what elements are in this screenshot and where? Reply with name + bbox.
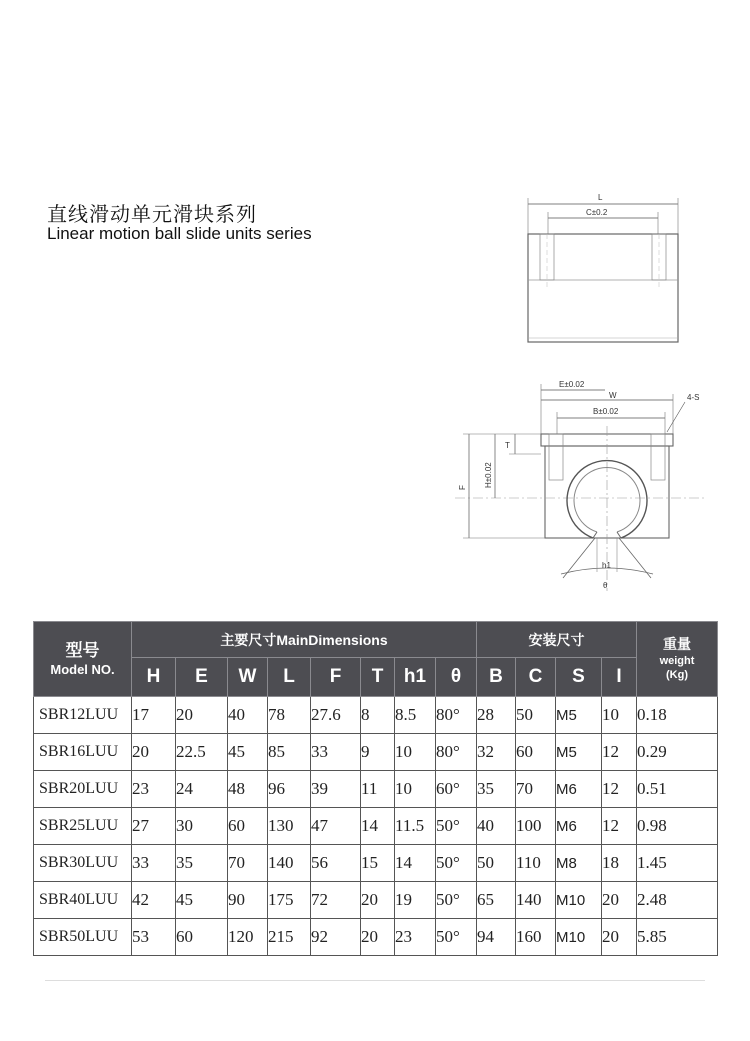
table-cell: 20	[602, 919, 637, 956]
table-cell: M8	[556, 845, 602, 882]
table-cell: 10	[602, 697, 637, 734]
table-cell: 11	[361, 771, 395, 808]
table-cell: 50°	[436, 919, 477, 956]
table-cell: 1.45	[637, 845, 718, 882]
side-view-drawing	[520, 190, 700, 350]
table-cell: 160	[516, 919, 556, 956]
table-cell: M10	[556, 882, 602, 919]
table-cell: 8	[361, 697, 395, 734]
table-cell: 40	[228, 697, 268, 734]
table-cell: 70	[228, 845, 268, 882]
table-cell: 50°	[436, 845, 477, 882]
table-cell: 94	[477, 919, 516, 956]
table-row	[34, 771, 718, 808]
dim-E-label: E±0.02	[559, 380, 585, 389]
cell-model: SBR50LUU	[34, 919, 132, 956]
table-cell: 60	[228, 808, 268, 845]
col-header-L: L	[268, 658, 311, 697]
table-cell: 48	[228, 771, 268, 808]
table-cell: 47	[311, 808, 361, 845]
table-cell: M5	[556, 734, 602, 771]
table-cell: 70	[516, 771, 556, 808]
dim-h1-label: h1	[602, 561, 611, 570]
table-cell: 27	[132, 808, 176, 845]
spec-table	[33, 621, 718, 956]
table-cell: 12	[602, 808, 637, 845]
table-cell: 50°	[436, 882, 477, 919]
col-header-T: T	[361, 658, 395, 697]
table-cell: 0.51	[637, 771, 718, 808]
dim-theta-label: θ	[603, 581, 608, 590]
table-cell: 9	[361, 734, 395, 771]
table-cell: 15	[361, 845, 395, 882]
table-cell: M10	[556, 919, 602, 956]
table-cell: 0.29	[637, 734, 718, 771]
table-row	[34, 697, 718, 734]
table-cell: 110	[516, 845, 556, 882]
dim-T-label: T	[505, 441, 510, 450]
table-cell: 35	[176, 845, 228, 882]
table-cell: 11.5	[395, 808, 436, 845]
table-cell: 85	[268, 734, 311, 771]
table-cell: 120	[228, 919, 268, 956]
dim-L-label: L	[598, 193, 603, 202]
front-view-drawing	[455, 376, 705, 596]
table-cell: 130	[268, 808, 311, 845]
table-cell: 40	[477, 808, 516, 845]
header-model-cn: 型号	[65, 640, 100, 660]
table-cell: 53	[132, 919, 176, 956]
table-cell: 0.98	[637, 808, 718, 845]
table-cell: 33	[132, 845, 176, 882]
table-cell: 12	[602, 771, 637, 808]
table-cell: 65	[477, 882, 516, 919]
header-model	[34, 622, 132, 697]
header-model-en: Model NO.	[50, 661, 115, 677]
header-weight-en: weight	[659, 654, 695, 667]
table-cell: 30	[176, 808, 228, 845]
col-header-E: E	[176, 658, 228, 697]
table-cell: 215	[268, 919, 311, 956]
table-row	[34, 845, 718, 882]
table-cell: 2.48	[637, 882, 718, 919]
header-weight	[637, 622, 718, 697]
col-header-B: B	[477, 658, 516, 697]
table-cell: 33	[311, 734, 361, 771]
table-cell: 80°	[436, 697, 477, 734]
col-header-W: W	[228, 658, 268, 697]
table-cell: 20	[602, 882, 637, 919]
cell-model: SBR30LUU	[34, 845, 132, 882]
table-cell: 10	[395, 771, 436, 808]
table-cell: 20	[176, 697, 228, 734]
table-cell: 14	[361, 808, 395, 845]
table-cell: 90	[228, 882, 268, 919]
table-cell: 45	[176, 882, 228, 919]
table-cell: 12	[602, 734, 637, 771]
table-cell: 100	[516, 808, 556, 845]
table-cell: 50°	[436, 808, 477, 845]
col-header-S: S	[556, 658, 602, 697]
dim-F-label: F	[458, 485, 467, 490]
col-header-h1: h1	[395, 658, 436, 697]
table-cell: M5	[556, 697, 602, 734]
dim-C-label: C±0.2	[586, 208, 608, 217]
table-cell: 0.18	[637, 697, 718, 734]
table-cell: 18	[602, 845, 637, 882]
table-cell: 32	[477, 734, 516, 771]
table-cell: 50	[516, 697, 556, 734]
table-cell: 72	[311, 882, 361, 919]
header-weight-unit: (Kg)	[666, 669, 688, 682]
table-cell: 60	[176, 919, 228, 956]
header-main-dimensions: 主要尺寸MainDimensions	[132, 622, 477, 658]
table-cell: 39	[311, 771, 361, 808]
cell-model: SBR40LUU	[34, 882, 132, 919]
table-cell: 60	[516, 734, 556, 771]
table-cell: 175	[268, 882, 311, 919]
spec-table-body	[34, 697, 718, 956]
table-cell: 22.5	[176, 734, 228, 771]
table-cell: 17	[132, 697, 176, 734]
table-cell: 96	[268, 771, 311, 808]
title-chinese: 直线滑动单元滑块系列	[47, 202, 257, 226]
table-cell: 78	[268, 697, 311, 734]
cell-model: SBR16LUU	[34, 734, 132, 771]
header-weight-cn: 重量	[663, 635, 691, 652]
table-cell: 14	[395, 845, 436, 882]
table-cell: 8.5	[395, 697, 436, 734]
table-cell: 80°	[436, 734, 477, 771]
table-cell: 28	[477, 697, 516, 734]
table-cell: 92	[311, 919, 361, 956]
dim-S-label: 4-S	[687, 393, 700, 402]
cell-model: SBR20LUU	[34, 771, 132, 808]
table-cell: 23	[395, 919, 436, 956]
dim-H-label: H±0.02	[484, 462, 493, 488]
table-cell: 35	[477, 771, 516, 808]
col-header-theta: θ	[436, 658, 477, 697]
table-cell: 56	[311, 845, 361, 882]
table-cell: 60°	[436, 771, 477, 808]
table-cell: 20	[132, 734, 176, 771]
table-cell: 42	[132, 882, 176, 919]
table-cell: 19	[395, 882, 436, 919]
table-row	[34, 919, 718, 956]
table-row	[34, 882, 718, 919]
bottom-divider	[45, 980, 705, 981]
table-cell: M6	[556, 808, 602, 845]
table-cell: 20	[361, 919, 395, 956]
header-install-dimensions: 安装尺寸	[477, 622, 637, 658]
dim-W-label: W	[609, 391, 617, 400]
col-header-C: C	[516, 658, 556, 697]
table-cell: 45	[228, 734, 268, 771]
col-header-F: F	[311, 658, 361, 697]
table-cell: M6	[556, 771, 602, 808]
table-cell: 5.85	[637, 919, 718, 956]
col-header-I: I	[602, 658, 637, 697]
cell-model: SBR12LUU	[34, 697, 132, 734]
table-cell: 20	[361, 882, 395, 919]
title-english: Linear motion ball slide units series	[47, 224, 312, 243]
table-row	[34, 734, 718, 771]
table-cell: 140	[268, 845, 311, 882]
dim-B-label: B±0.02	[593, 407, 619, 416]
table-cell: 27.6	[311, 697, 361, 734]
col-header-H: H	[132, 658, 176, 697]
table-cell: 24	[176, 771, 228, 808]
cell-model: SBR25LUU	[34, 808, 132, 845]
table-cell: 23	[132, 771, 176, 808]
table-cell: 50	[477, 845, 516, 882]
table-row	[34, 808, 718, 845]
table-cell: 140	[516, 882, 556, 919]
table-cell: 10	[395, 734, 436, 771]
